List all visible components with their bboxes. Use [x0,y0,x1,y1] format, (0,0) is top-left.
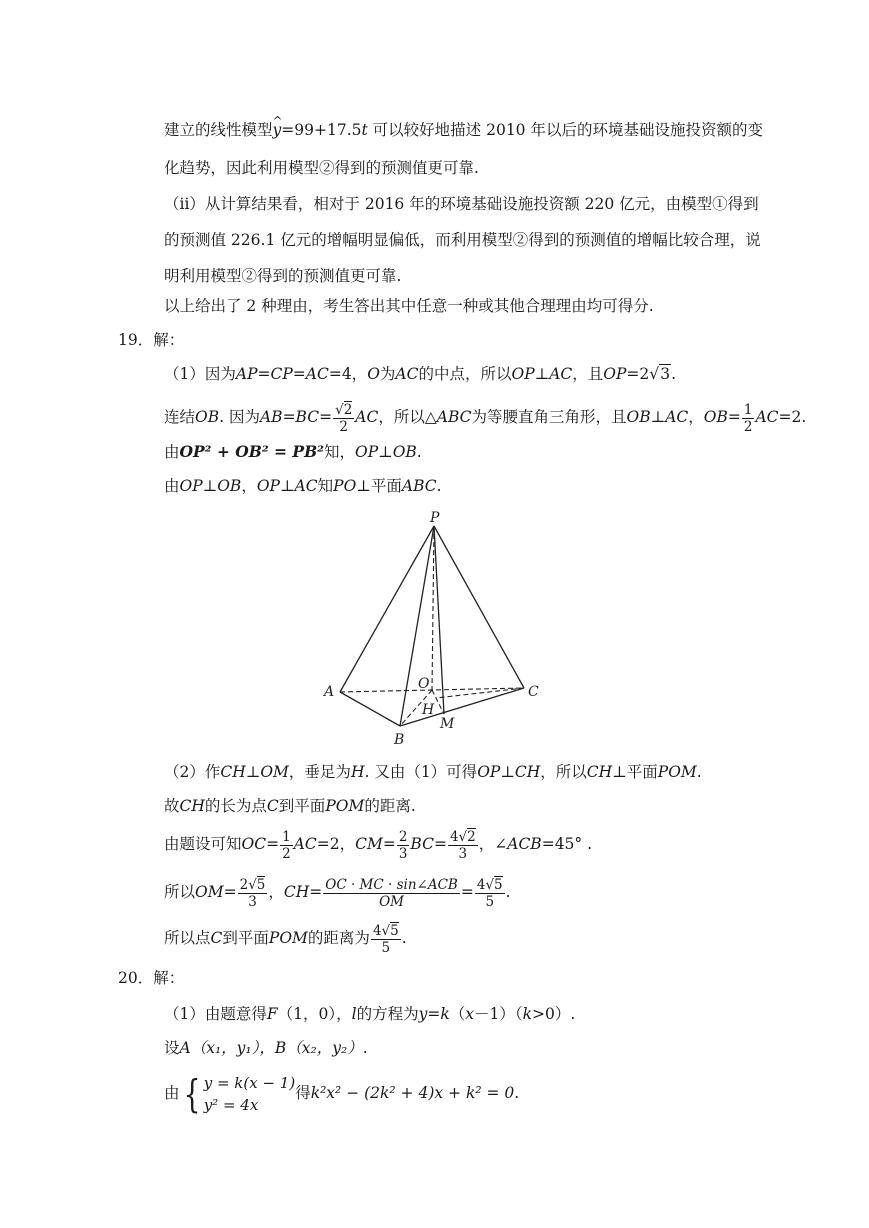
q19-line-5 [164,762,702,782]
t: CM= [355,835,396,853]
fraction [475,877,505,910]
t: －1）（ [474,1005,523,1023]
t: 知 [317,477,334,495]
t: y=k [418,1005,450,1023]
t: C [266,797,279,815]
t: . [416,443,422,461]
q19-line-7 [164,826,592,862]
t: 5 [494,876,503,893]
t: =2. [778,408,807,426]
var-t: t [361,121,368,139]
t: （2）作 [164,763,221,781]
tetrahedron-figure [318,508,548,748]
edge-bc [400,688,524,726]
t: CH [179,797,205,815]
t: AC [755,408,779,426]
t: OB [195,408,220,426]
t: OB⊥AC [626,408,689,426]
label-b: B [394,732,405,748]
t: =45° . [541,835,593,853]
fraction [448,829,478,862]
q19-heading: 19．解： [118,331,185,349]
t: OC= [241,835,280,853]
t: O [367,365,380,383]
denominator: 3 [458,845,468,862]
t: 2 [239,876,249,893]
t: 故 [164,797,180,815]
t: 连结 [164,408,196,426]
q19-line-6 [164,796,416,816]
t: . [514,1084,520,1102]
t: 的中点，所以 [418,365,512,383]
t: 5 [390,922,399,939]
t: CH⊥ [586,763,627,781]
t: F [266,1005,278,1023]
t: =2， [316,835,356,853]
t: 4， [341,365,368,383]
t: . [505,883,511,901]
t: ABC [436,408,472,426]
t: C [210,929,223,947]
t: （x₂，y₂）. [286,1039,368,1057]
t: 4 [476,876,486,893]
t: AC [293,835,317,853]
numerator: 2√5 [239,876,266,893]
t: B [274,1039,287,1057]
numerator: 1 [743,401,753,418]
edge-pc [434,526,524,688]
t: 设 [164,1039,180,1057]
t: 为等腰直角三角形，且 [471,408,627,426]
equation-2: y² = 4x [203,1096,259,1114]
t: ，且 [572,365,604,383]
t: 平面 [370,477,402,495]
t: AB=BC= [259,408,333,426]
t: . [401,929,407,947]
fraction [371,923,401,956]
t: OP⊥AC [511,365,573,383]
fraction [333,402,354,435]
t: CH⊥OM [220,763,289,781]
t: 4 [449,828,459,845]
q19-line-9 [164,920,407,956]
t: ，所以△ [378,408,437,426]
numerator: 4√5 [372,922,399,939]
t: 2 [639,365,650,383]
t: AP=CP=AC= [235,365,342,383]
t: （1，0）， [277,1005,352,1023]
t: （1）由题意得 [164,1005,267,1023]
t: ACB [507,835,542,853]
q19-line-2 [164,400,806,435]
t: PO⊥ [333,477,371,495]
fraction [238,877,268,910]
t: k [522,1005,533,1023]
t: OP⊥OB [354,443,417,461]
segment-po [432,526,434,690]
label-p: P [430,510,440,526]
t: OP⊥CH [477,763,541,781]
t: 所以 [164,883,196,901]
t: . [436,477,442,495]
t: POM [268,929,308,947]
t: OP= [603,365,640,383]
t: 到平面 [278,797,326,815]
t: BC [410,835,434,853]
label-o: O [418,676,430,692]
q19-line-1 [164,364,676,384]
t: 由 [164,477,180,495]
para-b-line-3: 明利用模型②得到的预测值更可靠. [164,267,402,285]
q20-line-2 [164,1038,368,1058]
fraction [397,829,410,862]
q19-line-4 [164,476,442,496]
t: H [350,763,365,781]
para-a-line-1 [164,120,763,140]
t: 4 [372,922,382,939]
t: . 又由（1）可得 [364,763,478,781]
t: = [433,835,447,853]
t: 的距离. [364,797,416,815]
t: OM= [195,883,237,901]
t: ，垂足为 [288,763,351,781]
numerator: √2 [335,401,353,418]
t: 2 [343,401,353,418]
denominator: 2 [339,418,348,435]
fraction [742,402,755,435]
t: CH= [283,883,323,901]
numerator: 4√5 [476,876,503,893]
label-m: M [440,716,455,732]
denominator: 3 [248,893,257,910]
para-b-line-2: 的预测值 226.1 亿元的增幅明显偏低，而利用模型②得到的预测值的增幅比较合理，说 [164,231,761,249]
t: 所以点 [164,929,211,947]
edge-pm [434,526,444,714]
sqrt: √3 [649,365,671,383]
yhat-symbol: ^ y [273,120,282,140]
t: 2 [467,828,476,845]
label-h: H [422,702,435,718]
t: x [465,1005,475,1023]
denominator: 3 [398,845,408,862]
t: POM [657,763,697,781]
denominator: 5 [381,939,391,956]
t: 的长为点 [204,797,267,815]
q19-line-8 [164,874,511,910]
numerator: 1 [282,828,291,845]
fraction [280,829,293,862]
t: 由 [164,443,180,461]
fraction [323,877,460,910]
t: ，∠ [478,835,508,853]
t: 为 [379,365,396,383]
numerator: OC · MC · sin∠ACB [325,876,458,893]
text: =99+17.5 [281,121,362,139]
t: 由 [164,1084,180,1102]
t: . 因为 [219,408,260,426]
denominator: OM [379,893,404,910]
label-a: A [324,684,335,700]
t: ABC [401,477,437,495]
t: 得 [295,1084,311,1102]
denominator: 2 [743,418,753,435]
t: AC [355,408,379,426]
t: （x₁，y₁）， [190,1039,275,1057]
t: 的方程为 [356,1005,419,1023]
t: POM [325,797,365,815]
text: 可以较好地描述 2010 年以后的环境基础设施投资额的变 [372,121,763,139]
q20-heading: 20．解： [118,969,185,987]
equation-1: y = k(x − 1) [203,1074,296,1092]
t: OB= [703,408,741,426]
para-b-line-1: （ii）从计算结果看，相对于 2016 年的环境基础设施投资额 220 亿元，由模型①得到 [164,195,759,213]
t: A [179,1039,191,1057]
text: 建立的线性模型 [164,121,273,139]
t: 由题设可知 [164,835,242,853]
edge-ab [340,692,400,726]
q19-line-3 [164,442,422,462]
t: 平面 [626,763,658,781]
denominator: 2 [282,845,291,862]
t: 的距离为 [307,929,370,947]
t: （1）因为 [164,365,236,383]
t: 到平面 [222,929,269,947]
label-c: C [528,684,539,700]
t: l [351,1005,357,1023]
para-a-line-2: 化趋势，因此利用模型②得到的预测值更可靠. [164,159,479,177]
t: OP⊥OB [179,477,242,495]
t: 5 [256,876,266,893]
left-brace: { [183,1072,201,1116]
t: ， [688,408,704,426]
equation: OP² + OB² = PB² [179,442,324,461]
t: . [696,763,702,781]
t: ， [241,477,257,495]
t: ， [268,883,284,901]
t: AC [395,365,419,383]
t: ，所以 [540,763,587,781]
t: OP⊥AC [256,477,318,495]
t: （ [449,1005,466,1023]
t: 知， [323,443,355,461]
q20-line-1 [164,1004,575,1024]
equation: k²x² − (2k² + 4)x + k² = 0 [310,1084,515,1102]
numerator: 2 [398,828,408,845]
t: . [671,365,676,383]
t: 3 [660,365,671,383]
t: >0）. [532,1005,576,1023]
numerator: 4√2 [449,828,476,845]
denominator: 5 [485,893,495,910]
equation-system [204,1072,295,1116]
para-b-line-4: 以上给出了 2 种理由，考生答出其中任意一种或其他合理理由均可得分. [164,297,654,315]
t: = [460,883,474,901]
q20-line-3 [164,1068,519,1118]
